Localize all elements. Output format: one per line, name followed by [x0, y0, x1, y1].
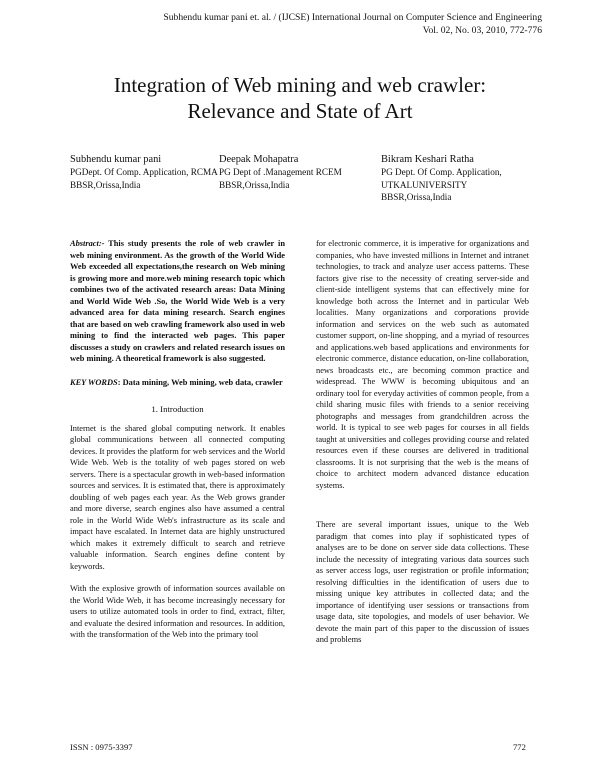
author-block-2: [219, 154, 369, 191]
title-line-2: Relevance and State of Art: [187, 99, 413, 123]
header-volume-line: Vol. 02, No. 03, 2010, 772-776: [422, 24, 542, 36]
paragraph: There are several important issues, unique to the Web paradigm that comes into play if sophisticated types of analyses are to be done on server side data collections. These include the necessity of integrating various data sources such as server access logs, user registration or profile information; resolving difficulties in the identification of users due to missing unique key attributes in collected data; and the importance of identifying user sessions or transactions from usage data, site topologies, and models of user behavior. We devote the main part of this paper to the discussion of issues and problems: [316, 520, 529, 644]
running-header: [163, 12, 542, 37]
author-place: BBSR,Orissa,India: [381, 191, 452, 202]
section-heading: 1. Introduction: [151, 404, 204, 414]
author-dept: PG Dept of .Management RCEM: [219, 167, 342, 178]
paragraph: Internet is the shared global computing network. It enables global communications between all connected computing devices. It provides the platform for web services and the World Wide Web. Web is the totality of web pages stored on web servers. There is a spectacular growth in web-based information sources and services. It is estimated that, there is approximately doubling of web pages each year. As the Web grows grander and more diverse, search engines also have assumed a central role in the World Wide Web's infrastructure as its scale and impact have escalated. In Internet data are highly unstructured which makes it extremely difficult to search and retrieve valuable information. Search engines define content by keywords.: [70, 423, 285, 571]
keywords: [70, 377, 285, 389]
paragraph: for electronic commerce, it is imperative for organizations and companies, who have invested millions in Internet and intranet technologies, to track and analyze user access patterns. These factors give rise to the necessity of creating server-side and client-side intelligent systems that can effectively mine for knowledge both across the Internet and in particular Web localities. Many organizations and corporations provide information and services on the web such as automated customer support, on-line shopping, and a myriad of resources and applications.web based applications and environments for electronic commerce, distance education, on-line collaboration, news broadcasts etc., are becoming common practice and widespread. The WWW is becoming ubiquitous and an ordinary tool for everyday activities of common people, from a child sharing music files with friends to a senior receiving photographs and messages from grandchildren across the world. It is typical to see web pages for courses in all fields taught at universities and colleges providing course and related resources even if these courses are delivered in traditional classrooms. It is not surprising that the web is the means of choice to architect modern advanced distance education systems.: [316, 239, 529, 490]
author-name: Deepak Mohapatra: [219, 154, 299, 165]
title-line-1: Integration of Web mining and web crawler:: [113, 73, 487, 97]
abstract: [70, 238, 285, 365]
paper-title: [40, 72, 560, 124]
author-name: Bikram Keshari Ratha: [381, 154, 474, 165]
author-dept: PG Dept. Of Comp. Application, UTKALUNIVERSITY: [381, 167, 502, 190]
abstract-text: This study presents the role of web crawler in web mining environment. As the growth of the World Wide Web exceeded all expectations,the research on Web mining is growing more and more.web mining research topic which combines two of the activated research areas: Data Mining and World Wide Web .So, the World Wide Web is a very advanced area for data mining research. Search engines that are based on web crawling framework also used in web mining to find the interacted web pages. This paper discusses a study on crawlers and related research issues on web mining. A theoretical framework is also suggested.: [70, 239, 285, 363]
author-block-3: [381, 154, 551, 203]
author-name: Subhendu kumar pani: [70, 154, 162, 165]
author-block-1: [70, 154, 220, 191]
author-dept: PGDept. Of Comp. Application, RCMA: [70, 167, 218, 178]
issn-footer: ISSN : 0975-3397: [70, 742, 133, 752]
author-place: BBSR,Orissa,India: [219, 179, 290, 190]
paragraph: With the explosive growth of information sources available on the World Wide Web, it has become increasingly necessary for users to utilize automated tools in order to find, extract, filter, and evaluate the desired information and resources. In addition, with the transformation of the Web into the primary tool: [70, 584, 285, 639]
page-number: 772: [513, 742, 526, 752]
abstract-label: Abstract:-: [70, 239, 105, 248]
author-place: BBSR,Orissa,India: [70, 179, 141, 190]
right-column: [316, 238, 529, 646]
keywords-text: : Data mining, Web mining, web data, crawler: [117, 377, 283, 387]
keywords-label: KEY WORDS: [70, 377, 118, 387]
header-journal-line: Subhendu kumar pani et. al. / (IJCSE) International Journal on Computer Science and Engineering: [163, 12, 542, 23]
left-column: [70, 238, 285, 641]
